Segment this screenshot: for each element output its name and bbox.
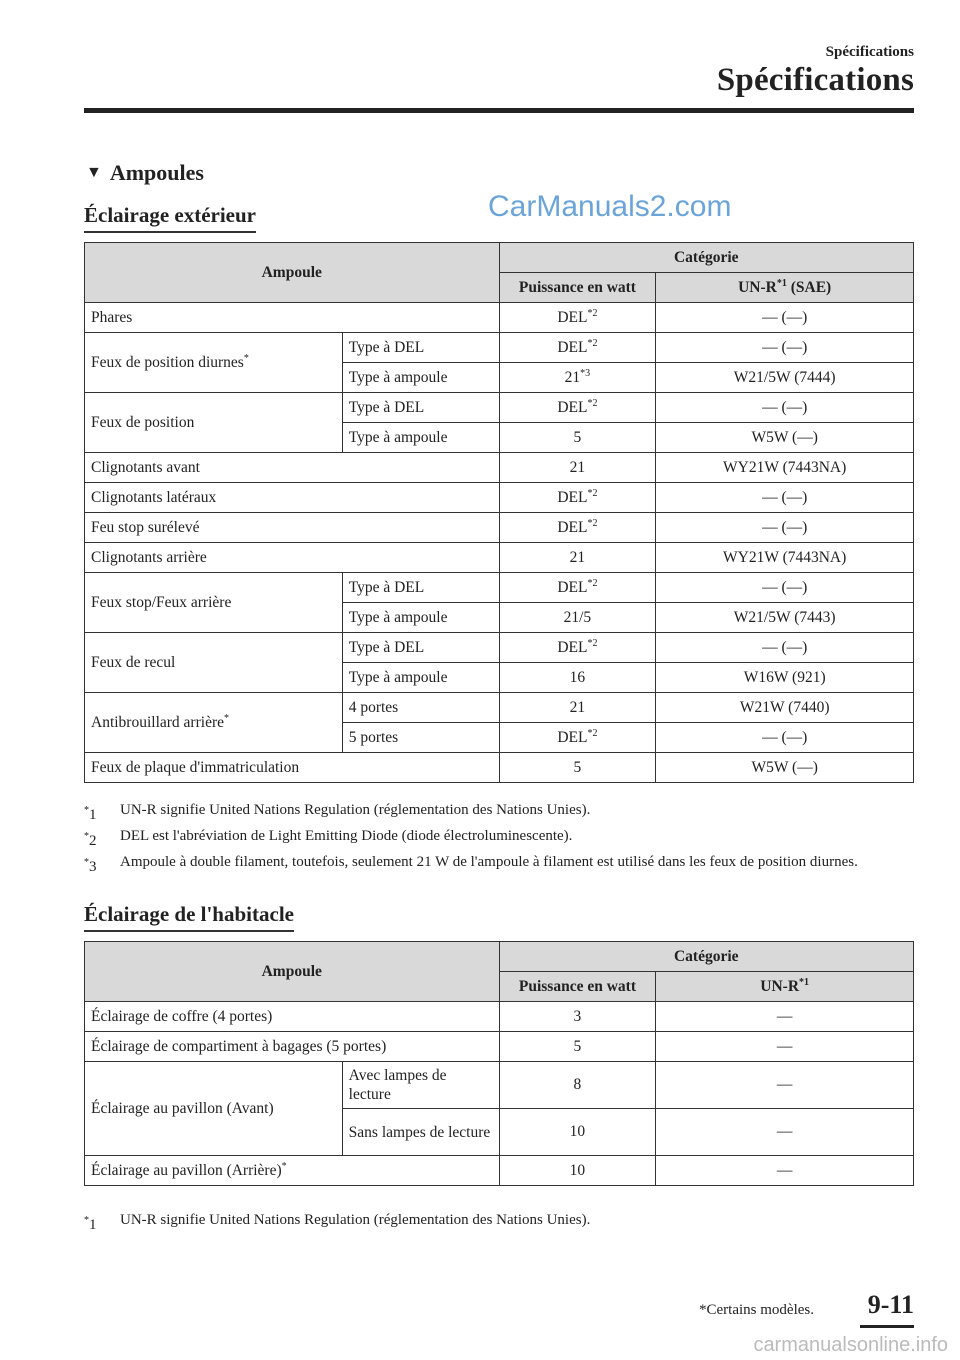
table-row: Type à ampoule 21$^{*3}$ W21/5W (7444) <box>85 363 914 393</box>
head-unr: $UN-R^{*1}$ (SAE) <box>656 273 914 303</box>
header-section-small: Spécifications <box>825 44 914 60</box>
footnote: *3 Ampoule à double filament, toutefois, seulement 21 W de l'ampoule à filament est utilisé dans les feux de position diurnes. <box>84 854 858 875</box>
table-row: Feux de recul Type à DEL DEL$^{*2}$ — (—) <box>85 633 914 663</box>
head-watt: Puissance en watt <box>499 273 656 303</box>
exterior-footnotes <box>84 800 914 878</box>
table-row: Type à ampoule 5 W5W (—) <box>85 423 914 453</box>
table-row: 5 portes DEL$^{*2}$ — (—) <box>85 723 914 753</box>
table-row: Feux de position Type à DEL DEL$^{*2}$ — (—) <box>85 393 914 423</box>
table-row: Phares DEL$^{*2}$ — (—) <box>85 303 914 333</box>
table-row: Antibrouillard arrière* 4 portes 21 W21W (7440) <box>85 693 914 723</box>
triangle-down-icon: ▼ <box>86 164 102 181</box>
table-row: Feux de position diurnes* Type à DEL DEL$^{*2}$ — (—) <box>85 333 914 363</box>
table-row: Feux stop/Feux arrière Type à DEL DEL$^{*2}$ — (—) <box>85 573 914 603</box>
interior-title: Éclairage de l'habitacle <box>84 902 294 932</box>
table-row: Feu stop surélevé DEL$^{*2}$ — (—) <box>85 513 914 543</box>
page-number: 9-11 <box>867 1290 914 1319</box>
table-row: Éclairage au pavillon (Arrière)* 10 — <box>85 1156 914 1186</box>
footer-rule <box>860 1325 914 1328</box>
interior-footnotes <box>84 1210 914 1236</box>
section-title <box>86 160 204 186</box>
table-row: Clignotants latéraux DEL$^{*2}$ — (—) <box>85 483 914 513</box>
table-row: Éclairage de compartiment à bagages (5 portes) 5 — <box>85 1032 914 1062</box>
table-row: Type à ampoule 21/5 W21/5W (7443) <box>85 603 914 633</box>
site-watermark[interactable]: carmanualsonline.info <box>753 1334 948 1356</box>
interior-table <box>84 941 914 1186</box>
exterior-table <box>84 242 914 783</box>
footnote: *1 UN-R signifie United Nations Regulation (réglementation des Nations Unies). <box>84 1212 591 1233</box>
head-bulb: Ampoule <box>85 942 500 1002</box>
watermark-logo[interactable]: CarManuals2.com <box>488 190 732 223</box>
head-category: Catégorie <box>499 243 914 273</box>
table-row: Feux de plaque d'immatriculation 5 W5W (—) <box>85 753 914 783</box>
footnote: *1 UN-R signifie United Nations Regulation (réglementation des Nations Unies). <box>84 802 591 823</box>
table-row: Clignotants arrière 21 WY21W (7443NA) <box>85 543 914 573</box>
header-section-title: Spécifications <box>716 62 914 98</box>
head-unr: $UN-R^{*1}$ <box>656 972 914 1002</box>
section-title-text: Ampoules <box>109 160 204 185</box>
footnote: *2 DEL est l'abréviation de Light Emitting Diode (diode électroluminescente). <box>84 828 573 849</box>
head-watt: Puissance en watt <box>499 972 656 1002</box>
head-bulb: Ampoule <box>85 243 500 303</box>
table-row: Éclairage au pavillon (Avant) Avec lampes de lecture 8 — <box>85 1062 914 1109</box>
table-row: Clignotants avant 21 WY21W (7443NA) <box>85 453 914 483</box>
table-row: Éclairage de coffre (4 portes) 3 — <box>85 1002 914 1032</box>
head-category: Catégorie <box>499 942 914 972</box>
table-row: Type à ampoule 16 W16W (921) <box>85 663 914 693</box>
header-rule <box>84 108 914 113</box>
footer-note: *Certains modèles. <box>699 1302 814 1318</box>
exterior-title: Éclairage extérieur <box>84 203 256 233</box>
table-row: Sans lampes de lecture 10 — <box>85 1109 914 1156</box>
